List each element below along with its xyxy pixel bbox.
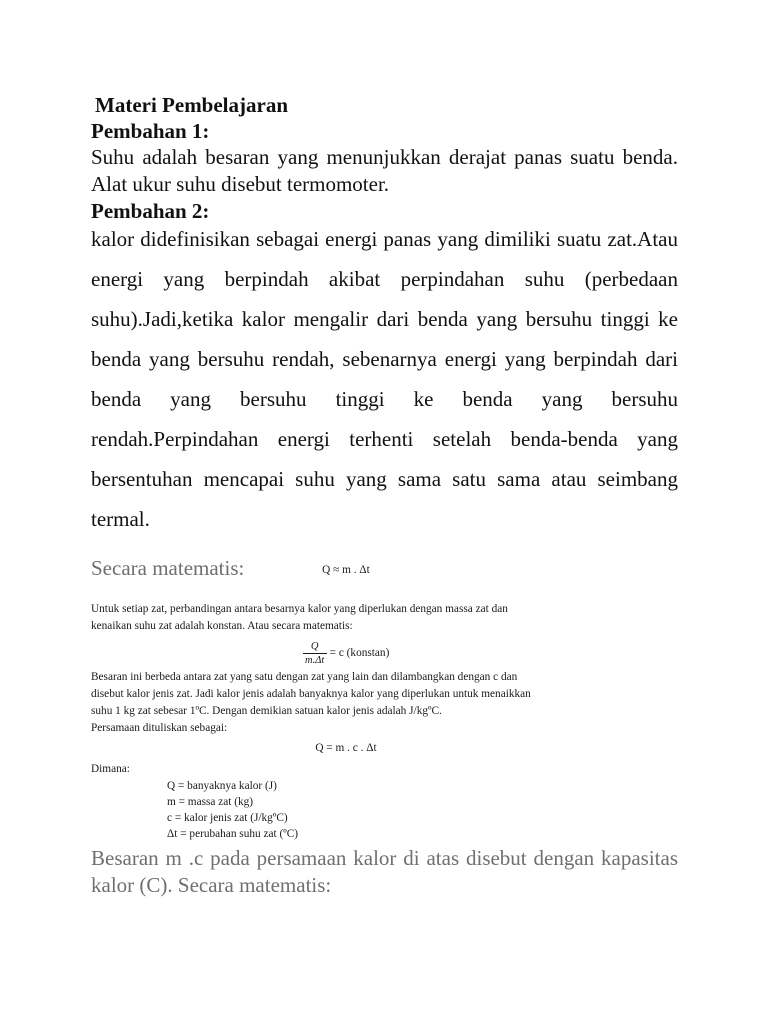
fraction-rhs: = c (konstan): [329, 647, 390, 659]
formula-specific-heat: [91, 639, 601, 667]
variable-item: Q = banyaknya kalor (J): [167, 780, 277, 792]
section1-text: Suhu adalah besaran yang menunjukkan derajat panas suatu benda. Alat ukur suhu disebut termomoter.: [91, 145, 678, 196]
fraction-denominator: m.Δt: [304, 655, 325, 666]
scan-line-4: disebut kalor jenis zat. Jadi kalor jenis adalah banyaknya kalor yang diperlukan untuk menaikkan: [91, 688, 531, 700]
section2-text: kalor didefinisikan sebagai energi panas yang dimiliki suatu zat.Atau energi yang berpindah akibat perpindahan suhu (perbedaan suhu).Jadi,ketika kalor mengalir dari benda yang bersuhu tinggi ke benda yang bersuhu rendah, sebenarnya energi yang berpindah dari benda yang bersuhu tinggi ke benda yang bersuhu rendah.Perpindahan energi terhenti setelah benda-benda yang bersentuhan mencapai suhu yang sama satu sama atau seimbang termal.: [91, 227, 678, 531]
formula-scan-image: [91, 561, 601, 843]
variable-item: m = massa zat (kg): [167, 796, 254, 808]
section2-heading: Pembahan 2:: [91, 199, 210, 223]
secara-matematis-label: Secara matematis:: [91, 556, 245, 580]
variable-item: c = kalor jenis zat (J/kgºC): [167, 812, 288, 824]
scan-line-5: suhu 1 kg zat sebesar 1ºC. Dengan demikian satuan kalor jenis adalah J/kgºC.: [91, 705, 442, 717]
dimana-label: Dimana:: [91, 763, 130, 775]
scan-line-6: Persamaan dituliskan sebagai:: [91, 722, 228, 734]
formula-heat-approx: Q ≈ m . Δt: [322, 564, 370, 576]
heat-capacity-paragraph: Besaran m .c pada persamaan kalor di atas disebut dengan kapasitas kalor (C). Secara matematis:: [91, 846, 678, 897]
document-title: Materi Pembelajaran: [95, 93, 289, 117]
scan-line-2: kenaikan suhu zat adalah konstan. Atau secara matematis:: [91, 620, 353, 632]
section1-heading: Pembahan 1:: [91, 119, 210, 143]
variable-item: Δt = perubahan suhu zat (ºC): [167, 828, 299, 840]
fraction-numerator: Q: [310, 641, 319, 652]
scan-line-3: Besaran ini berbeda antara zat yang satu dengan zat yang lain dan dilambangkan dengan c dan: [91, 671, 518, 683]
scan-line-1: Untuk setiap zat, perbandingan antara besarnya kalor yang diperlukan dengan massa zat dan: [91, 603, 508, 615]
document-body: [91, 92, 678, 539]
formula-heat-equation: Q = m . c . Δt: [315, 742, 377, 754]
